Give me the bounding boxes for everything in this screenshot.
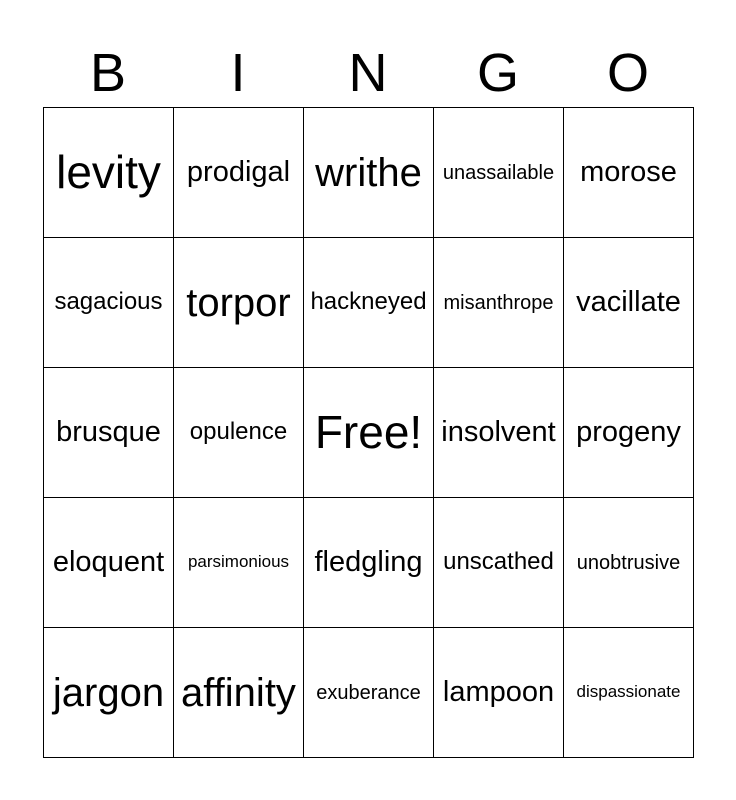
bingo-cell[interactable]: unscathed: [434, 498, 564, 628]
bingo-cell[interactable]: dispassionate: [564, 628, 694, 758]
bingo-cell[interactable]: fledgling: [304, 498, 434, 628]
bingo-cell[interactable]: writhe: [304, 108, 434, 238]
bingo-cell[interactable]: sagacious: [44, 238, 174, 368]
bingo-cell[interactable]: exuberance: [304, 628, 434, 758]
bingo-cell[interactable]: parsimonious: [174, 498, 304, 628]
bingo-cell[interactable]: hackneyed: [304, 238, 434, 368]
header-letter-b: B: [89, 43, 127, 103]
bingo-cell[interactable]: opulence: [174, 368, 304, 498]
header-letter-i: I: [230, 43, 246, 103]
bingo-cell[interactable]: eloquent: [44, 498, 174, 628]
header-letter-o: O: [606, 43, 649, 103]
bingo-cell[interactable]: brusque: [44, 368, 174, 498]
header-letter-n: N: [348, 43, 388, 103]
bingo-cell[interactable]: progeny: [564, 368, 694, 498]
bingo-cell[interactable]: unobtrusive: [564, 498, 694, 628]
bingo-cell[interactable]: affinity: [174, 628, 304, 758]
bingo-cell[interactable]: unassailable: [434, 108, 564, 238]
free-space-cell[interactable]: Free!: [304, 368, 434, 498]
bingo-cell[interactable]: levity: [44, 108, 174, 238]
bingo-cell[interactable]: insolvent: [434, 368, 564, 498]
bingo-cell[interactable]: jargon: [44, 628, 174, 758]
bingo-cell[interactable]: prodigal: [174, 108, 304, 238]
bingo-cell[interactable]: vacillate: [564, 238, 694, 368]
bingo-header: [43, 40, 693, 106]
bingo-cell[interactable]: torpor: [174, 238, 304, 368]
bingo-cell[interactable]: lampoon: [434, 628, 564, 758]
header-letter-g: G: [476, 43, 519, 103]
bingo-board: [43, 107, 694, 758]
bingo-cell[interactable]: morose: [564, 108, 694, 238]
bingo-cell[interactable]: misanthrope: [434, 238, 564, 368]
